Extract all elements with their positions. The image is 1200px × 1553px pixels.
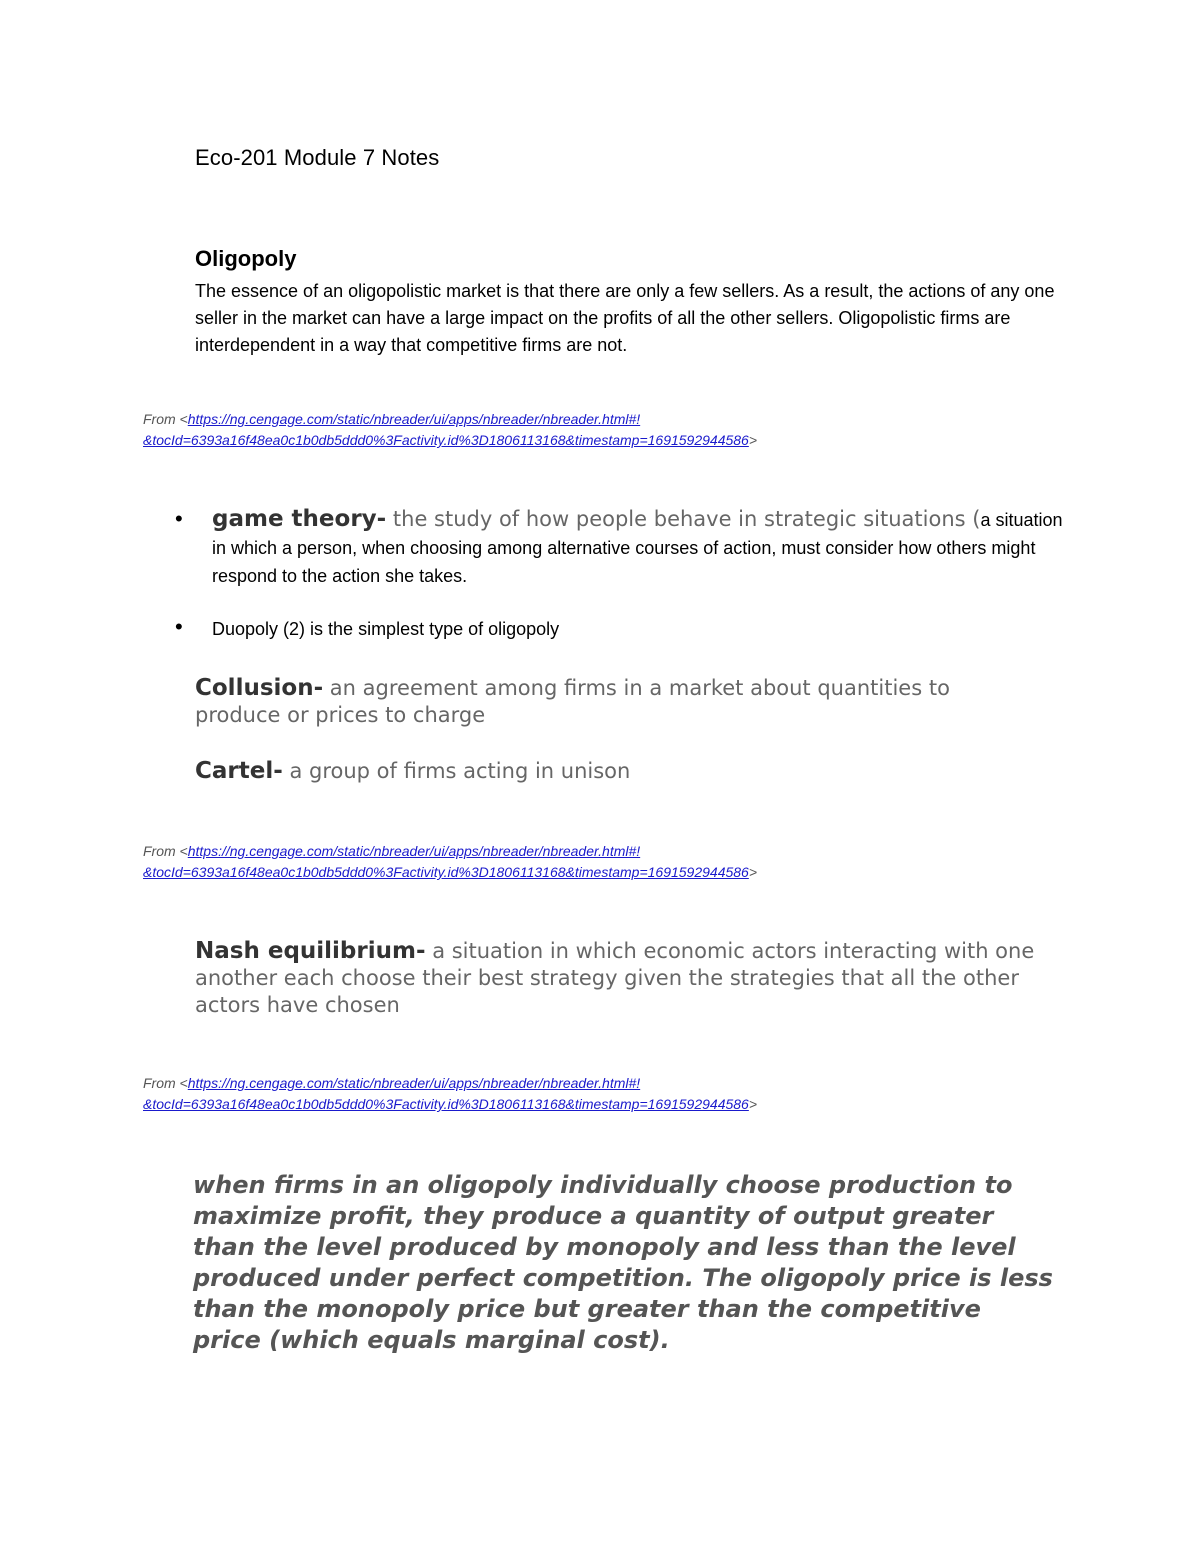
duopoly-item: Duopoly (2) is the simplest type of oligopoly: [212, 619, 560, 639]
collusion-definition: [195, 675, 1035, 729]
oligopoly-heading: Oligopoly: [195, 246, 297, 271]
bullet-icon: •: [175, 506, 183, 531]
source-url-line2: &tocId=6393a16f48ea0c1b0db5ddd0%3Factivity.id%3D1806113168&timestamp=1691592944586: [143, 864, 749, 880]
source-link[interactable]: [143, 843, 749, 880]
oligopoly-paragraph: The essence of an oligopolistic market is that there are only a few sellers. As a result, the actions of any one seller in the market can have a large impact on the profits of all the other sellers. Oligopolistic firms are interdependent in a way that competitive firms are not.: [195, 281, 1055, 355]
source-prefix: From <: [143, 411, 188, 427]
source-prefix: From <: [143, 1075, 188, 1091]
cartel-definition: [195, 758, 1035, 785]
nash-term: Nash equilibrium-: [195, 938, 426, 964]
cartel-term: Cartel-: [195, 758, 283, 784]
game-theory-item: [212, 505, 1072, 590]
source-citation: [143, 841, 1043, 883]
source-suffix: >: [748, 1096, 758, 1112]
cartel-text: a group of firms acting in unison: [282, 759, 631, 783]
nash-text: a situation in which economic actors interacting with one another each choose their best strategy given the strategies that all the other actors have chosen: [195, 939, 1035, 1017]
source-url-line2: &tocId=6393a16f48ea0c1b0db5ddd0%3Factivity.id%3D1806113168&timestamp=1691592944586: [143, 432, 749, 448]
source-citation: [143, 1073, 1043, 1115]
summary-paragraph: when firms in an oligopoly individually choose production to maximize profit, they produce a quantity of output greater than the level produced by monopoly and less than the level produced under perfect competition. The oligopoly price is less than the monopoly price but greater than the competitive price (which equals marginal cost).: [193, 1171, 1053, 1354]
collusion-term: Collusion-: [195, 675, 324, 701]
source-url-line1: https://ng.cengage.com/static/nbreader/ui/apps/nbreader/nbreader.html#!: [187, 1075, 641, 1091]
document-title: Eco-201 Module 7 Notes: [195, 145, 440, 170]
source-suffix: >: [748, 432, 758, 448]
collusion-text: an agreement among firms in a market about quantities to produce or prices to charge: [195, 676, 950, 727]
source-suffix: >: [748, 864, 758, 880]
source-link[interactable]: [143, 411, 749, 448]
source-link[interactable]: [143, 1075, 749, 1112]
game-theory-definition-rest: a situation in which a person, when choosing among alternative courses of action, must consider how others might respond to the action she takes.: [212, 510, 1063, 586]
source-citation: [143, 409, 1043, 451]
game-theory-term: game theory-: [212, 506, 387, 532]
nash-definition: [195, 938, 1035, 1019]
source-url-line2: &tocId=6393a16f48ea0c1b0db5ddd0%3Factivity.id%3D1806113168&timestamp=1691592944586: [143, 1096, 749, 1112]
source-prefix: From <: [143, 843, 188, 859]
source-url-line1: https://ng.cengage.com/static/nbreader/ui/apps/nbreader/nbreader.html#!: [187, 843, 641, 859]
source-url-line1: https://ng.cengage.com/static/nbreader/ui/apps/nbreader/nbreader.html#!: [187, 411, 641, 427]
game-theory-definition: the study of how people behave in strategic situations (: [386, 507, 981, 531]
bullet-icon: •: [175, 614, 183, 639]
